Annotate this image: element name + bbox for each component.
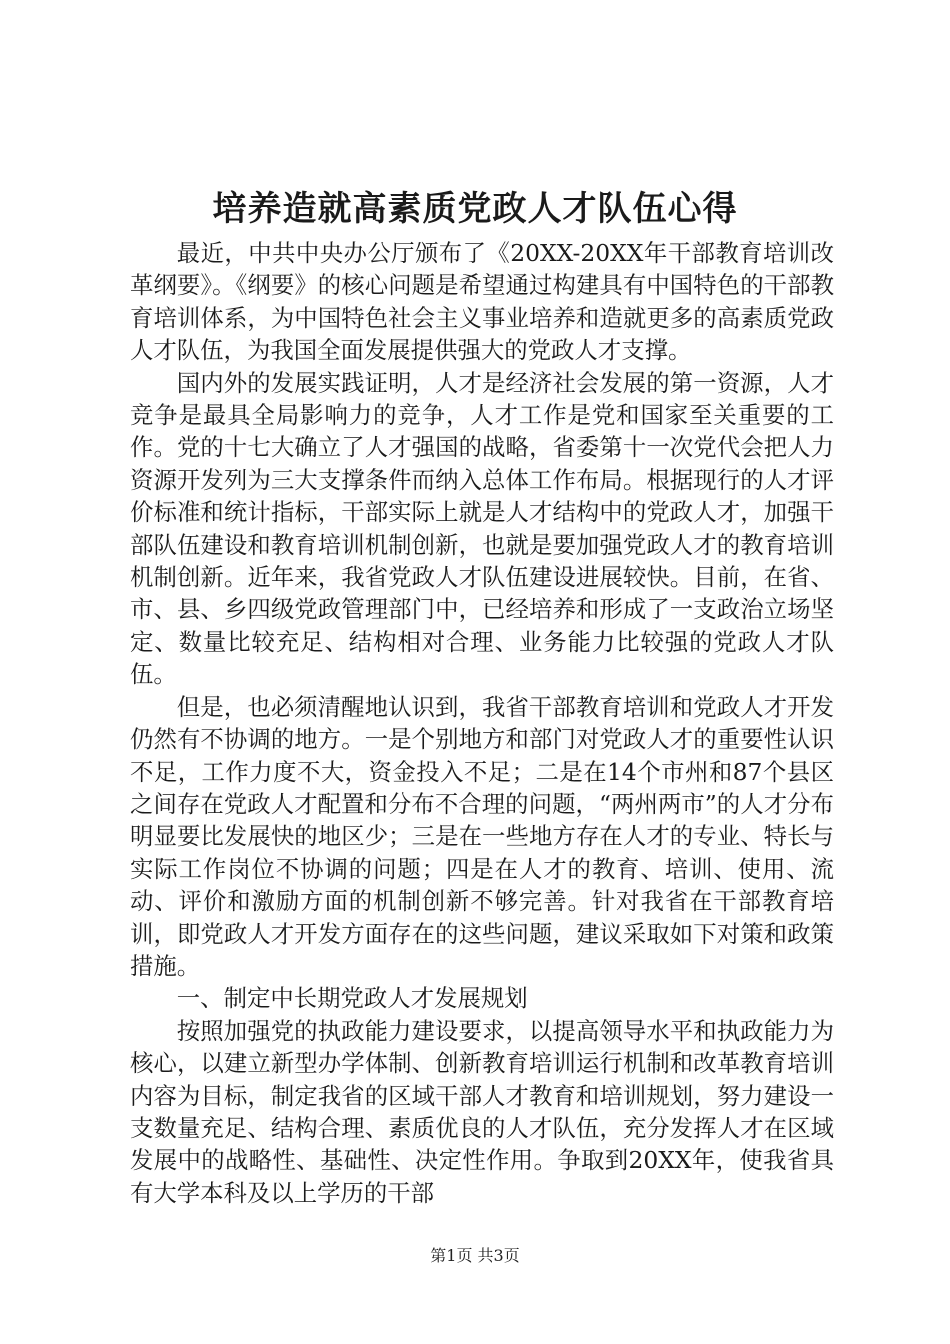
document-body (130, 237, 834, 1209)
paragraph-problems: 但是，也必须清醒地认识到，我省干部教育培训和党政人才开发仍然有不协调的地方。一是个别地方和部门对党政人才的重要性认识不足，工作力度不大，资金投入不足；二是在14个市州和87个县区之间存在党政人才配置和分布不合理的问题，“两州两市”的人才分布明显要比发展快的地区少；三是在一些地方存在人才的专业、特长与实际工作岗位不协调的问题；四是在人才的教育、培训、使用、流动、评价和激励方面的机制创新不够完善。针对我省在干部教育培训，即党政人才开发方面存在的这些问题，建议采取如下对策和政策措施。 (130, 692, 834, 980)
page-number-footer: 第1页 共3页 (430, 1246, 520, 1265)
section-heading: 一、制定中长期党政人才发展规划 (176, 984, 528, 1013)
paragraph-background: 国内外的发展实践证明，人才是经济社会发展的第一资源，人才竞争是最具全局影响力的竞争，人才工作是党和国家至关重要的工作。党的十七大确立了人才强国的战略，省委第十一次党代会把人力资源开发列为三大支撑条件而纳入总体工作布局。根据现行的人才评价标准和统计指标，干部实际上就是人才结构中的党政人才，加强干部队伍建设和教育培训机制创新，也就是要加强党政人才的教育培训机制创新。近年来，我省党政人才队伍建设进展较快。目前，在省、市、县、乡四级党政管理部门中，已经培养和形成了一支政治立场坚定、数量比较充足、结构相对合理、业务能力比较强的党政人才队伍。 (130, 368, 834, 689)
paragraph-plan: 按照加强党的执政能力建设要求，以提高领导水平和执政能力为核心，以建立新型办学体制、创新教育培训运行机制和改革教育培训内容为目标，制定我省的区域干部人才教育和培训规划，努力建设一支数量充足、结构合理、素质优良的人才队伍，充分发挥人才在区域发展中的战略性、基础性、决定性作用。争取到20XX年，使我省具有大学本科及以上学历的干部 (130, 1016, 834, 1207)
document-title: 培养造就高素质党政人才队伍心得 (212, 189, 738, 229)
paragraph-intro: 最近，中共中央办公厅颁布了《20XX-20XX年干部教育培训改革纲要》。《纲要》的核心问题是希望通过构建具有中国特色的干部教育培训体系，为中国特色社会主义事业培养和造就更多的高素质党政人才队伍，为我国全面发展提供强大的党政人才支撑。 (130, 239, 834, 365)
